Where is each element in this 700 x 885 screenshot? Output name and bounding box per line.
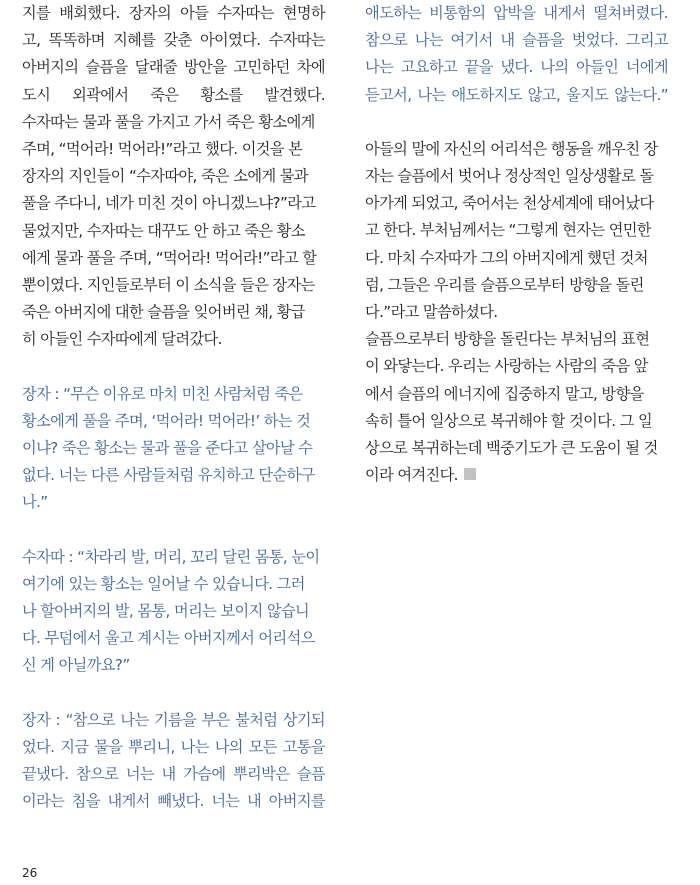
text-line: 슬픔으로부터 방향을 돌린다는 부처님의 표현 — [365, 330, 650, 349]
paragraph — [22, 0, 325, 109]
paragraph — [365, 326, 668, 489]
text-line: 상으로 복귀하는데 백중기도가 큰 도움이 될 것 — [365, 439, 658, 458]
text-line: 아버지의 슬픔을 달래줄 방안을 고민하던 차에 — [22, 58, 325, 77]
text-line: 고, 똑똑하며 지혜를 갖춘 아이였다. 수자따는 — [22, 31, 325, 50]
text-line: 에서 슬픔의 에너지에 집중하지 말고, 방향을 — [365, 384, 644, 403]
text-line: 여기에 있는 황소는 일어날 수 있습니다. 그러 — [22, 574, 305, 593]
text-line: 이라 여겨진다. — [365, 466, 458, 485]
text-line: 듣고서, 나는 애도하지도 않고, 울지도 않는다.” — [365, 85, 668, 104]
text-line: 끝냈다. 참으로 너는 내 가슴에 뿌리박은 슬픔 — [22, 765, 325, 784]
left-column — [22, 0, 325, 815]
text-line: 럼, 그들은 우리를 슬픔으로부터 방향을 돌린 — [365, 275, 644, 294]
text-line: 었다. 지금 물을 뿌리니, 나는 나의 모든 고통을 — [22, 737, 325, 756]
right-column — [365, 0, 668, 489]
text-line: 다.”라고 말씀하셨다. — [365, 303, 498, 322]
quote-paragraph — [22, 381, 325, 517]
text-line: 애도하는 비통함의 압박을 내게서 떨쳐버렸다. — [365, 4, 668, 22]
text-line: 아가게 되었고, 죽어서는 천상세계에 태어났다 — [365, 194, 654, 213]
text-line: 수자따 : “차라리 발, 머리, 꼬리 달린 몸통, 눈이 — [22, 547, 320, 566]
quote-paragraph — [365, 0, 668, 109]
text-line: 도시 외곽에서 죽은 황소를 발견했다. — [22, 85, 325, 104]
text-line: 다. 무덤에서 울고 계시는 아버지께서 어리석으 — [22, 629, 315, 648]
text-line: 이냐? 죽은 황소는 물과 풀을 준다고 살아날 수 — [22, 439, 313, 458]
text-line: 아들의 말에 자신의 어리석은 행동을 깨우친 장 — [365, 139, 658, 158]
text-line: 자는 슬픔에서 벗어나 정상적인 일상생활로 돌 — [365, 167, 654, 186]
text-line: 나 할아버지의 발, 몸통, 머리는 보이지 않습니 — [22, 602, 310, 621]
paragraph — [22, 109, 325, 354]
text-line: 나는 고요하고 끝을 냈다. 나의 아들인 너에게 — [365, 58, 668, 77]
text-line: 황소에게 풀을 주며, ‘먹어라! 먹어라!’ 하는 것 — [22, 411, 311, 430]
text-line: 속히 틀어 일상으로 복귀해야 할 것이다. 그 일 — [365, 411, 653, 430]
text-line: 다. 마치 수자따가 그의 아버지에게 했던 것처 — [365, 248, 648, 267]
text-line: 죽은 아버지에 대한 슬픔을 잊어버린 채, 황급 — [22, 303, 305, 322]
text-line: 주며, “먹어라! 먹어라!”라고 했다. 이것을 본 — [22, 140, 303, 159]
text-line: 신 게 아닐까요?” — [22, 656, 130, 675]
quote-paragraph — [22, 707, 325, 816]
text-line: 이 와닿는다. 우리는 사랑하는 사람의 죽음 앞 — [365, 357, 648, 376]
text-line: 장자의 지인들이 “수자따야, 죽은 소에게 물과 — [22, 167, 308, 186]
text-line: 에게 물과 풀을 주며, “먹어라! 먹어라!”라고 할 — [22, 248, 317, 267]
text-line: 히 아들인 수자따에게 달려갔다. — [22, 330, 222, 349]
page-number: 26 — [22, 866, 38, 880]
text-line: 장자 : “무슨 이유로 마치 미친 사람처럼 죽은 — [22, 384, 303, 403]
paragraph — [365, 136, 668, 326]
text-line: 장자 : “참으로 나는 기름을 부은 불처럼 상기되 — [22, 710, 325, 729]
text-line: 풀을 주다니, 네가 미친 것이 아니겠느냐?”라고 — [22, 194, 316, 213]
text-line: 물었지만, 수자따는 대꾸도 안 하고 죽은 황소 — [22, 221, 305, 240]
text-line: 지를 배회했다. 장자의 아들 수자따는 현명하 — [22, 4, 325, 22]
text-line: 참으로 나는 여기서 내 슬픔을 벗었다. 그리고 — [365, 31, 668, 50]
text-line: 뿐이였다. 지인들로부터 이 소식을 들은 장자는 — [22, 276, 315, 295]
text-line: 고 한다. 부처님께서는 “그렇게 현자는 연민한 — [365, 221, 651, 240]
quote-paragraph — [22, 544, 325, 680]
text-line: 나.” — [22, 493, 48, 512]
text-line: 이라는 침을 내게서 빼냈다. 너는 내 아버지를 — [22, 792, 325, 811]
end-mark-icon — [464, 468, 476, 480]
text-line: 수자따는 물과 풀을 가지고 가서 죽은 황소에게 — [22, 112, 315, 131]
text-line: 없다. 너는 다른 사람들처럼 유치하고 단순하구 — [22, 466, 315, 485]
